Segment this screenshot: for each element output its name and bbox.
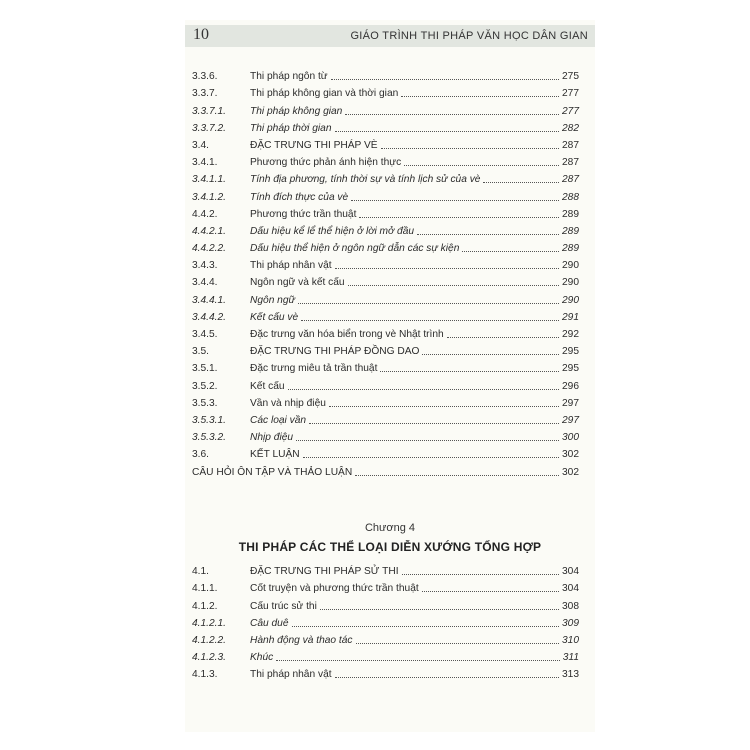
toc-leader-dots	[422, 354, 559, 355]
toc-entry	[192, 307, 579, 324]
toc-entry	[192, 595, 579, 612]
toc-entry-number: 3.5.3.1.	[192, 414, 226, 426]
toc-entry-title: Khúc	[250, 652, 274, 664]
toc-leader-dots	[462, 251, 559, 252]
toc-entry	[192, 272, 579, 289]
toc-leader-dots	[288, 389, 559, 390]
toc-entry-title: Đặc trưng miêu tả trần thuật	[250, 363, 378, 375]
toc-leader-dots	[345, 114, 559, 115]
toc-entry-title: Tính đích thực của vè	[250, 191, 349, 203]
toc-entry-number: 3.4.4.2.	[192, 311, 226, 323]
toc-entry-number: 3.4.5.	[192, 329, 218, 340]
toc-entry-title: Tính địa phương, tính thời sự và tính lịch sử của vè	[250, 174, 481, 186]
toc-entry-page: 310	[562, 634, 579, 646]
toc-entry-title: Thi pháp không gian	[250, 105, 343, 117]
toc-leader-dots	[447, 337, 559, 338]
toc-entry-page: 289	[562, 225, 579, 237]
toc-entry-number: 3.5.3.2.	[192, 432, 226, 444]
toc-leader-dots	[351, 200, 559, 201]
toc-entry-title: ĐẶC TRƯNG THI PHÁP ĐỒNG DAO	[250, 346, 420, 358]
toc-entry-number: 3.4.4.1.	[192, 294, 226, 306]
toc-entry-number: 3.3.7.1.	[192, 105, 226, 117]
toc-entry-title: Kết cấu	[250, 380, 285, 392]
toc-entry	[192, 647, 579, 664]
toc-entry-page: 300	[562, 432, 579, 444]
toc-entry	[192, 324, 579, 341]
toc-leader-dots	[301, 320, 559, 321]
toc-entry-page: 282	[562, 122, 579, 134]
toc-entry-page: 288	[562, 191, 579, 203]
toc-entry-title: Cốt truyện và phương thức trần thuật	[250, 583, 419, 595]
toc-entry-number: 3.5.3.	[192, 397, 218, 409]
toc-entry-page: 290	[562, 294, 579, 306]
toc-leader-dots	[417, 234, 559, 235]
toc-entry-number: 3.5.	[192, 346, 209, 358]
toc-entry-title: Câu duê	[250, 617, 289, 629]
toc-entry	[192, 221, 579, 238]
toc-entry	[192, 444, 579, 461]
toc-entry	[192, 238, 579, 255]
toc-entry	[192, 186, 579, 203]
toc-entry-page: 304	[562, 583, 579, 595]
toc-entry	[192, 375, 579, 392]
toc-leader-dots	[401, 96, 559, 97]
toc-entry	[192, 152, 579, 169]
toc-leader-dots	[292, 626, 559, 627]
toc-entry-number: 3.4.1.2.	[192, 191, 226, 203]
toc-entry-number: 3.4.4.	[192, 277, 218, 289]
toc-entry-page: 297	[562, 397, 579, 409]
toc-entry-page: 302	[562, 466, 579, 478]
toc-entry	[192, 578, 579, 595]
toc-entry	[192, 169, 579, 186]
toc-entry-page: 290	[562, 260, 579, 272]
toc-entry-title: Dấu hiệu kể lể thể hiện ở lời mở đầu	[250, 225, 415, 237]
toc-entry-page: 291	[562, 311, 579, 323]
toc-entry-page: 287	[562, 157, 579, 169]
chapter-title: THI PHÁP CÁC THỂ LOẠI DIỄN XƯỚNG TỔNG HỢP	[238, 540, 542, 554]
toc-entry	[192, 135, 579, 152]
toc-entry	[192, 100, 579, 117]
toc-entry	[192, 561, 579, 578]
toc-leader-dots	[309, 423, 559, 424]
toc-entry-page: 309	[562, 617, 579, 629]
toc-entry-number: 3.6.	[192, 449, 209, 461]
toc-entry-page: 290	[562, 277, 579, 289]
toc-leader-dots	[335, 677, 559, 678]
toc-entry-number: 3.4.	[192, 139, 209, 151]
toc-entry-page: 292	[562, 329, 579, 340]
toc-entry	[192, 204, 579, 221]
toc-entry-number: 4.4.2.2.	[192, 243, 226, 255]
toc-entry	[192, 255, 579, 272]
toc-entry	[192, 664, 579, 681]
toc-entry	[192, 461, 579, 478]
toc-entry-page: 313	[562, 669, 579, 681]
toc-entry-page: 295	[562, 346, 579, 358]
toc-entry-title: Dấu hiệu thể hiện ở ngôn ngữ dẫn các sự kiện	[250, 243, 460, 255]
toc-list-top	[192, 66, 579, 479]
toc-leader-dots	[356, 643, 559, 644]
toc-entry	[192, 289, 579, 306]
toc-entry-title: Các loại vần	[250, 414, 307, 426]
page-number: 10	[193, 26, 209, 43]
toc-entry-page: 277	[562, 105, 579, 117]
toc-leader-dots	[331, 79, 559, 80]
toc-leader-dots	[320, 609, 559, 610]
toc-leader-dots	[422, 591, 559, 592]
toc-entry-title: ĐẶC TRƯNG THI PHÁP VÈ	[250, 139, 378, 151]
toc-entry-number: 3.4.3.	[192, 260, 218, 272]
toc-leader-dots	[402, 574, 559, 575]
toc-entry-number: 4.1.	[192, 566, 209, 578]
toc-entry-title: Thi pháp nhân vật	[250, 669, 332, 681]
toc-entry-title: Phương thức trần thuật	[250, 208, 357, 220]
toc-leader-dots	[355, 475, 559, 476]
toc-entry-number: 4.4.2.	[192, 208, 218, 220]
toc-entry	[192, 630, 579, 647]
toc-entry-page: 289	[562, 208, 579, 220]
toc-entry-number: 4.1.3.	[192, 669, 218, 681]
toc-entry-number: 4.1.2.2.	[192, 634, 226, 646]
toc-entry-page: 287	[562, 174, 579, 186]
toc-leader-dots	[335, 268, 559, 269]
toc-entry-title: KẾT LUẬN	[250, 449, 300, 461]
toc-entry-number: 4.1.2.3.	[192, 652, 226, 664]
toc-entry-number: 3.5.2.	[192, 380, 218, 392]
toc-leader-dots	[348, 285, 559, 286]
toc-leader-dots	[296, 440, 559, 441]
running-title: GIÁO TRÌNH THI PHÁP VĂN HỌC DÂN GIAN	[350, 30, 588, 42]
toc-entry-page: 277	[562, 88, 579, 100]
toc-entry-page: 297	[562, 414, 579, 426]
toc-entry	[192, 427, 579, 444]
toc-entry-title: Thi pháp nhân vật	[250, 260, 332, 272]
toc-entry-number: 3.4.1.	[192, 157, 218, 169]
toc-leader-dots	[380, 371, 559, 372]
toc-leader-dots	[276, 660, 560, 661]
toc-entry-number: 3.3.6.	[192, 71, 218, 83]
toc-entry-title: Phương thức phản ánh hiện thực	[250, 157, 402, 169]
toc-entry	[192, 358, 579, 375]
toc-entry-title: Ngôn ngữ và kết cấu	[250, 277, 345, 289]
toc-entry-title: ĐẶC TRƯNG THI PHÁP SỬ THI	[250, 566, 399, 578]
toc-entry-title: CÂU HỎI ÔN TẬP VÀ THẢO LUẬN	[192, 466, 353, 478]
toc-entry	[192, 613, 579, 630]
toc-leader-dots	[335, 131, 560, 132]
toc-entry	[192, 118, 579, 135]
toc-entry-number: 4.1.1.	[192, 583, 218, 595]
toc-entry-title: Đặc trưng văn hóa biển trong vè Nhật trình	[250, 329, 444, 340]
toc-entry-number: 3.5.1.	[192, 363, 218, 375]
toc-entry	[192, 410, 579, 427]
toc-entry-number: 4.4.2.1.	[192, 225, 226, 237]
toc-entry-title: Kết cấu vè	[250, 311, 299, 323]
toc-leader-dots	[381, 148, 559, 149]
toc-entry-page: 287	[562, 139, 579, 151]
toc-leader-dots	[303, 457, 559, 458]
toc-entry-title: Thi pháp không gian và thời gian	[250, 88, 399, 100]
toc-entry-page: 302	[562, 449, 579, 461]
toc-entry-page: 311	[562, 652, 579, 664]
toc-entry-title: Ngôn ngữ	[250, 294, 295, 306]
toc-entry	[192, 66, 579, 83]
toc-entry-title: Thi pháp ngôn từ	[250, 71, 328, 83]
toc-entry-title: Thi pháp thời gian	[250, 122, 332, 134]
toc-entry-page: 308	[562, 600, 579, 612]
toc-entry-title: Nhịp điệu	[250, 432, 294, 444]
toc-leader-dots	[359, 217, 559, 218]
toc-leader-dots	[298, 303, 559, 304]
toc-entry-number: 4.1.2.	[192, 600, 218, 612]
toc-entry-title: Hành động và thao tác	[250, 634, 353, 646]
toc-leader-dots	[483, 182, 559, 183]
toc-entry-title: Cấu trúc sử thi	[250, 600, 317, 612]
toc-entry	[192, 341, 579, 358]
toc-entry-number: 3.3.7.2.	[192, 122, 226, 134]
toc-entry-page: 289	[562, 243, 579, 255]
toc-list-bottom	[192, 561, 579, 681]
toc-entry	[192, 393, 579, 410]
toc-entry	[192, 83, 579, 100]
toc-entry-page: 296	[562, 380, 579, 392]
toc-entry-page: 275	[562, 71, 579, 83]
toc-entry-page: 295	[562, 363, 579, 375]
chapter-label: Chương 4	[364, 522, 416, 534]
toc-entry-title: Vần và nhịp điệu	[250, 397, 326, 409]
toc-entry-page: 304	[562, 566, 579, 578]
toc-entry-number: 4.1.2.1.	[192, 617, 226, 629]
toc-entry-number: 3.4.1.1.	[192, 174, 226, 186]
toc-entry-number: 3.3.7.	[192, 88, 218, 100]
toc-leader-dots	[329, 406, 559, 407]
toc-leader-dots	[404, 165, 559, 166]
